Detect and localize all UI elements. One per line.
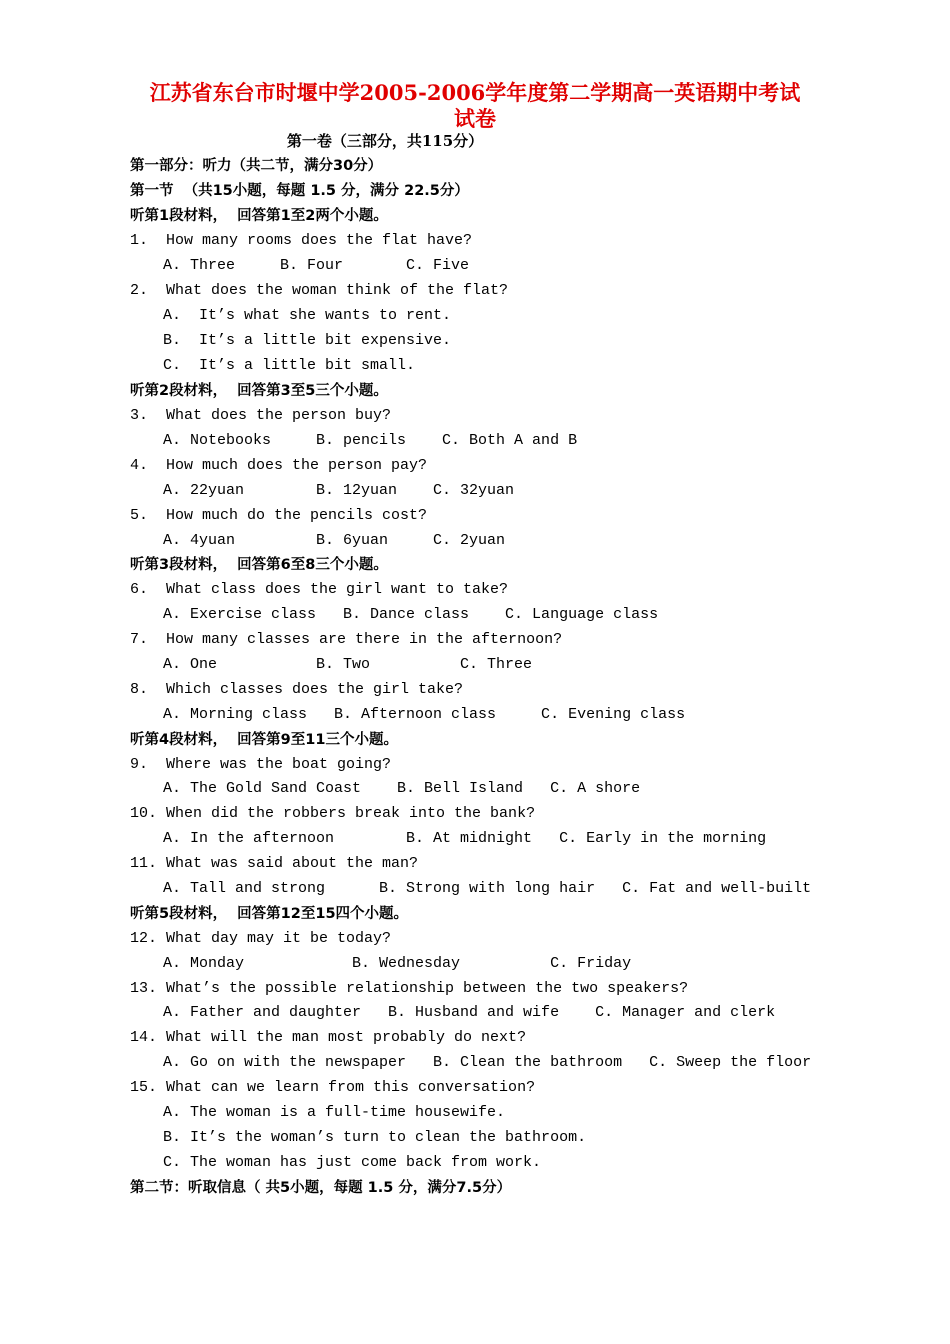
- question-2: 2. What does the woman think of the flat?: [130, 282, 509, 299]
- part1-heading: 第一部分：听力（共二节，满分30分）: [130, 158, 383, 174]
- question-15-option-c: C. The woman has just come back from work.: [163, 1154, 542, 1171]
- question-1: 1. How many rooms does the flat have?: [130, 232, 473, 249]
- question-10: 10. When did the robbers break into the bank?: [130, 805, 536, 822]
- question-15-option-b: B. It’s the woman’s turn to clean the bathroom.: [163, 1129, 587, 1146]
- question-3-options: A. Notebooks B. pencils C. Both A and B: [163, 432, 578, 449]
- question-15-option-a: A. The woman is a full-time housewife.: [163, 1104, 506, 1121]
- group-heading-3: 听第3段材料， 回答第6至8三个小题。: [130, 557, 388, 573]
- question-5-options: A. 4yuan B. 6yuan C. 2yuan: [163, 532, 506, 549]
- question-11: 11. What was said about the man?: [130, 855, 419, 872]
- question-2-option-a: A. It’s what she wants to rent.: [163, 307, 452, 324]
- title-line-2: 试卷: [454, 106, 496, 131]
- question-15: 15. What can we learn from this conversation?: [130, 1079, 536, 1096]
- question-11-options: A. Tall and strong B. Strong with long hair C. Fat and well-built: [163, 880, 812, 897]
- question-6: 6. What class does the girl want to take?: [130, 581, 509, 598]
- document-title: [120, 80, 830, 132]
- title-line-1: 江苏省东台市时堰中学2005-2006学年度第二学期高一英语期中考试: [149, 80, 801, 105]
- question-14-options: A. Go on with the newspaper B. Clean the bathroom C. Sweep the floor: [163, 1054, 812, 1071]
- question-10-options: A. In the afternoon B. At midnight C. Early in the morning: [163, 830, 767, 847]
- question-2-option-c: C. It’s a little bit small.: [163, 357, 416, 374]
- question-7-options: A. One B. Two C. Three: [163, 656, 533, 673]
- section1-heading: 第一节 （共15小题，每题 1.5 分，满分 22.5分）: [130, 183, 469, 199]
- question-13: 13. What’s the possible relationship between the two speakers?: [130, 980, 689, 997]
- question-14: 14. What will the man most probably do next?: [130, 1029, 527, 1046]
- question-9-options: A. The Gold Sand Coast B. Bell Island C. A shore: [163, 780, 641, 797]
- question-12-options: A. Monday B. Wednesday C. Friday: [163, 955, 632, 972]
- question-4: 4. How much does the person pay?: [130, 457, 428, 474]
- question-6-options: A. Exercise class B. Dance class C. Language class: [163, 606, 659, 623]
- group-heading-2: 听第2段材料， 回答第3至5三个小题。: [130, 383, 388, 399]
- question-4-options: A. 22yuan B. 12yuan C. 32yuan: [163, 482, 515, 499]
- question-13-options: A. Father and daughter B. Husband and wife C. Manager and clerk: [163, 1004, 776, 1021]
- question-9: 9. Where was the boat going?: [130, 756, 392, 773]
- question-12: 12. What day may it be today?: [130, 930, 392, 947]
- section2-heading: 第二节：听取信息（ 共5小题，每题 1.5 分，满分7.5分）: [130, 1180, 512, 1196]
- group-heading-1: 听第1段材料， 回答第1至2两个小题。: [130, 208, 388, 224]
- volume-heading: 第一卷（三部分，共115分）: [286, 132, 484, 150]
- question-5: 5. How much do the pencils cost?: [130, 507, 428, 524]
- question-2-option-b: B. It’s a little bit expensive.: [163, 332, 452, 349]
- question-8: 8. Which classes does the girl take?: [130, 681, 464, 698]
- question-7: 7. How many classes are there in the afternoon?: [130, 631, 563, 648]
- question-3: 3. What does the person buy?: [130, 407, 392, 424]
- question-8-options: A. Morning class B. Afternoon class C. Evening class: [163, 706, 686, 723]
- group-heading-4: 听第4段材料， 回答第9至11三个小题。: [130, 732, 398, 748]
- question-1-options: A. Three B. Four C. Five: [163, 257, 470, 274]
- group-heading-5: 听第5段材料， 回答第12至15四个小题。: [130, 906, 409, 922]
